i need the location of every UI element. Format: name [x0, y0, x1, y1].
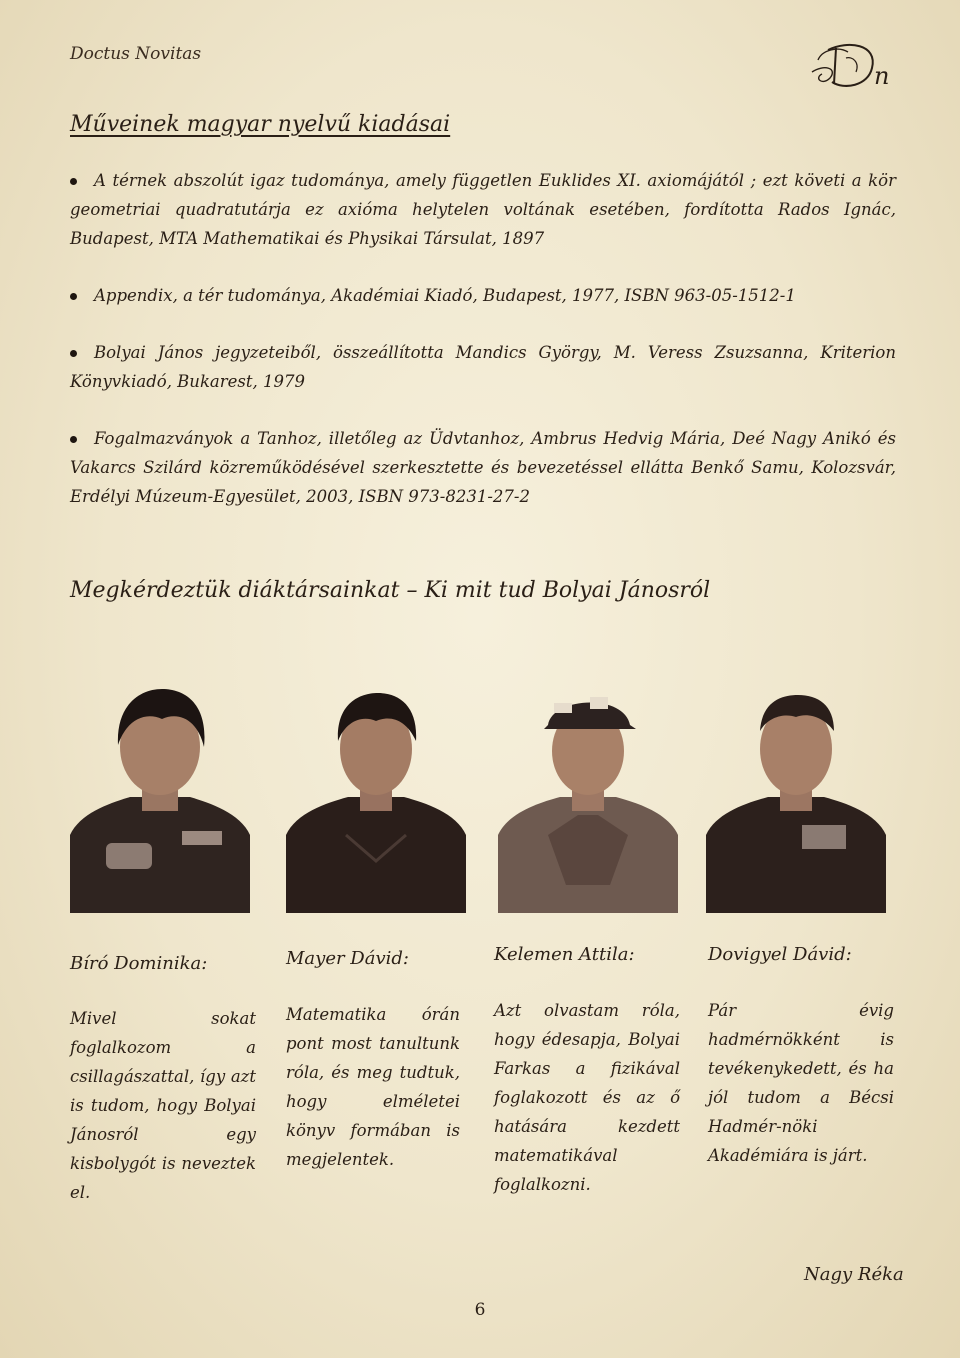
dn-monogram-logo-icon	[808, 38, 904, 96]
student-name: Kelemen Attila:	[494, 944, 635, 965]
student-quote: Azt olvastam róla, hogy édesapja, Bolyai Farkas a fizikával foglakozott és az ő hatására kezdett matematikával foglalkozni.	[494, 1001, 680, 1194]
header-title: Doctus Novitas	[70, 44, 202, 64]
page-number: 6	[474, 1300, 486, 1320]
list-item: Appendix, a tér tudománya, Akadémiai Kiadó, Budapest, 1977, ISBN 963-05-1512-1	[70, 281, 896, 310]
student-photo	[70, 685, 250, 913]
student-photo	[706, 685, 886, 913]
section-title-works: Műveinek magyar nyelvű kiadásai	[70, 112, 451, 137]
svg-text:n: n	[874, 62, 890, 90]
student-name: Mayer Dávid:	[286, 948, 409, 969]
works-list	[70, 166, 896, 539]
student-quote: Pár évig hadmérnökként is tevékenykedett, és ha jól tudom a Bécsi Hadmér-nöki Akadémiára is járt.	[708, 1001, 894, 1165]
section-title-interview: Megkérdeztük diáktársainkat – Ki mit tud Bolyai Jánosról	[70, 578, 711, 603]
list-item: A térnek abszolút igaz tudománya, amely független Euklides XI. axiomájától ; ezt követi a kör geometriai quadratutárja ez axióma helytelen voltának esetében, fordította Rados Ignác, Budapest, MTA Mathematikai és Physikai Társulat, 1897	[70, 166, 896, 253]
list-item: Bolyai János jegyzeteiből, összeállította Mandics György, M. Veress Zsuzsanna, Kriterion Könyvkiadó, Bukarest, 1979	[70, 338, 896, 396]
student-name: Dovigyel Dávid:	[708, 944, 852, 965]
student-photo	[286, 685, 466, 913]
student-name: Bíró Dominika:	[70, 953, 208, 974]
student-photo	[498, 685, 678, 913]
student-quote: Matematika órán pont most tanultunk róla, és meg tudtuk, hogy elméletei könyv formában is megjelentek.	[286, 1005, 460, 1169]
author-signature: Nagy Réka	[804, 1264, 904, 1285]
student-quote: Mivel sokat foglalkozom a csillagászattal, így azt is tudom, hogy Bolyai Jánosról egy kisbolygót is neveztek el.	[70, 1009, 256, 1202]
list-item: Fogalmazványok a Tanhoz, illetőleg az Üdvtanhoz, Ambrus Hedvig Mária, Deé Nagy Anikó és Vakarcs Szilárd közreműködésével szerkesztette és bevezetéssel ellátta Benkő Samu, Kolozsvár, Erdélyi Múzeum-Egyesület, 2003, ISBN 973-8231-27-2	[70, 424, 896, 511]
